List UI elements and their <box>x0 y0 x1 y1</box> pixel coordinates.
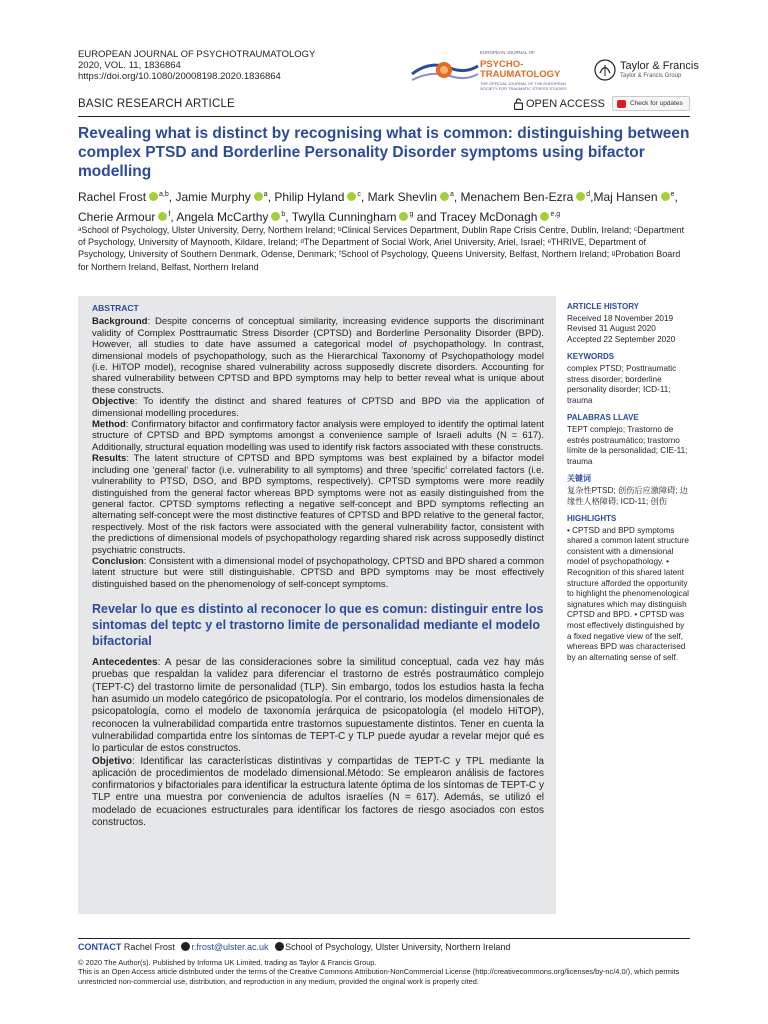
author-affiliation-mark: e,g <box>550 211 561 218</box>
publisher-logo <box>594 58 704 84</box>
abstract-paragraph <box>92 657 544 755</box>
check-updates-label: Check for updates <box>630 100 683 107</box>
history-heading: ARTICLE HISTORY <box>567 302 640 311</box>
article-title: Revealing what is distinct by recognising what is common: distinguishing between complex PTSD and Borderline Personality Disorder symptoms using bifactor modelling <box>78 125 690 180</box>
orcid-icon[interactable] <box>149 192 158 201</box>
orcid-icon[interactable] <box>254 192 263 201</box>
abstract-text: : Consistent with a dimensional model of psychopathology, CPTSD and BPD shared a common latent structure but were still distinguishable. CPTSD and BPD symptoms may be most effectively distinguished based on the phenomenology of self-concept symptoms. <box>92 555 544 590</box>
logo-title <box>480 60 560 80</box>
abstract-label: Results <box>92 453 127 465</box>
author-name: Rachel Frost <box>78 190 147 204</box>
author-affiliation-mark: e <box>670 191 675 198</box>
author-name: Menachem Ben-Ezra <box>460 190 574 204</box>
author-affiliation-mark: a <box>449 191 454 198</box>
publisher-group: Taylor & Francis Group <box>620 73 682 79</box>
chinese-keywords-list: 复杂性PTSD; 创伤后应激障碍; 边缘性人格障碍; ICD-11; 创伤 <box>567 485 688 506</box>
history-accepted: Accepted 22 September 2020 <box>567 334 676 344</box>
publisher-name: Taylor & Francis <box>620 60 699 72</box>
orcid-icon[interactable] <box>440 192 449 201</box>
orcid-icon[interactable] <box>661 192 670 201</box>
author-name: Philip Hyland <box>274 190 345 204</box>
contact-divider <box>78 938 690 939</box>
logo-small-text: EUROPEAN JOURNAL OF <box>480 50 535 55</box>
affiliations: ᵃSchool of Psychology, Ulster University, Derry, Northern Ireland; ᵇClinical Services Department, Dublin Rape Crisis Centre, Dublin, Ireland; ᶜDepartment of Psychology, University of Maynooth, Kildare, Ireland; ᵈThe Department of Social Work, Ariel University, Ariel, Israel; ᵉTHRIVE, Department of Psychology, University of Southern Denmark, Odense, Denmark; ᶠSchool of Psychology, Queens University, Belfast, Northern Ireland; ᵍProbation Board for Northern Ireland, Belfast, Northern Ireland <box>78 225 685 272</box>
author-name: Twylla Cunningham <box>291 210 397 224</box>
orcid-icon[interactable] <box>347 192 356 201</box>
author-affiliation-mark: c <box>357 191 361 198</box>
author-affiliation-mark: b <box>281 211 286 218</box>
author-affiliation-mark: a,b <box>159 191 169 198</box>
author-affiliation-mark: f <box>168 211 171 218</box>
abstract-text: : Identificar las características distintivas y compartidas de TEPT-C y TPL mediante la aplicación de procedimientos de modelado dimensional.Método: Se emplearon análisis de factores confirmatorios y bifactoriales para identificar la estructura latente óptima de los síntomas de TEPT-C y TLP entre una muestra por conveniencia de adultos israelíes (N = 617). Además, se utilizó el modelado de ecuaciones estructurales para identificar los factores de riesgo asociados con estos constructos. <box>92 755 544 829</box>
article-type: BASIC RESEARCH ARTICLE <box>78 98 235 110</box>
journal-doi[interactable]: https://doi.org/10.1080/20008198.2020.1836864 <box>78 71 281 82</box>
author-name: Mark Shevlin <box>367 190 437 204</box>
abstract-box <box>78 296 556 914</box>
abstract-paragraph <box>92 756 544 830</box>
orcid-icon[interactable] <box>540 212 549 221</box>
author-affiliation-mark: g <box>409 211 414 218</box>
keywords-heading: KEYWORDS <box>567 352 615 362</box>
abstract-paragraph <box>92 396 544 419</box>
check-updates-icon <box>617 100 626 108</box>
abstract-english <box>92 316 544 590</box>
open-access-badge <box>514 98 605 110</box>
journal-logo <box>410 50 580 90</box>
spanish-title: Revelar lo que es distinto al reconocer lo que es comun: distinguir entre los sintomas del teptc y el trastorno limite de personalidad mediante el modelo bifactorial <box>92 602 544 649</box>
abstract-text: : Despite concerns of conceptual similarity, increasing evidence supports the discriminant validity of Complex Posttraumatic Stress Disorder (CPTSD) and Borderline Personality Disorder (BPD). However, all studies to date have assumed a categorical model of psychopathology. In contrast, dimensional models of psychopathology, such as the Hierarchical Taxonomy of Psychopathology model (i.e. HiTOP model), recognise shared vulnerability across supposedly discrete disorders. Accounting for shared vulnerability between CPTSD and BPD symptoms may help to better reveal what is unique about these constructs. <box>92 316 544 396</box>
abstract-spanish <box>92 657 544 829</box>
open-lock-icon <box>514 98 523 110</box>
logo-title-line1: PSYCHO- <box>480 59 524 70</box>
license-line: This is an Open Access article distributed under the terms of the Creative Commons Attribution-NonCommercial License (http://creativecommons.org/licenses/by-nc/4.0/), which permits unrestricted non-commercial use, distribution, and reproduction in any medium, provided the original work is properly cited. <box>78 967 680 986</box>
author-name: Maj Hansen <box>593 190 658 204</box>
abstract-paragraph <box>92 556 544 590</box>
palabras-list: TEPT complejo; Trastorno de estrés postraumático; trastorno límite de la personalidad; CIE-11; trauma <box>567 424 688 466</box>
contact-label: CONTACT <box>78 942 122 952</box>
abstract-paragraph <box>92 419 544 453</box>
abstract-label: Antecedentes <box>92 657 158 669</box>
contact-address: School of Psychology, Ulster University, Northern Ireland <box>285 942 511 952</box>
journal-meta <box>78 49 315 82</box>
abstract-heading: ABSTRACT <box>92 303 139 313</box>
history-revised: Revised 31 August 2020 <box>567 324 656 334</box>
abstract-paragraph <box>92 316 544 396</box>
address-icon <box>275 942 284 951</box>
abstract-text: : Confirmatory bifactor and confirmatory factor analysis were employed to identify the optimal latent structure of CPTSD and BPD symptoms amongst a convenience sample of Israeli adults (N = 617). Additionally, structural equation modelling was used to identify risk factors associated with these constructs. <box>92 419 544 453</box>
journal-name: EUROPEAN JOURNAL OF PSYCHOTRAUMATOLOGY <box>78 49 316 60</box>
abstract-label: Conclusion <box>92 555 144 567</box>
copyright-footer <box>78 958 698 986</box>
contact-line <box>78 942 510 953</box>
author-name: Angela McCarthy <box>176 210 269 224</box>
orcid-icon[interactable] <box>158 212 167 221</box>
author-name: Cherie Armour <box>78 210 156 224</box>
contact-name: Rachel Frost <box>123 942 175 952</box>
publisher-logo-icon <box>594 58 616 82</box>
abstract-label: Background <box>92 316 148 328</box>
journal-volume: 2020, VOL. 11, 1836864 <box>78 60 181 71</box>
copyright-line: © 2020 The Author(s). Published by Informa UK Limited, trading as Taylor & Francis Group. <box>78 958 377 967</box>
logo-tagline: THE OFFICIAL JOURNAL OF THE EUROPEAN SOCIETY FOR TRAUMATIC STRESS STUDIES <box>480 81 567 91</box>
open-access-label: OPEN ACCESS <box>526 98 605 110</box>
abstract-content <box>92 303 544 829</box>
history-received: Received 18 November 2019 <box>567 313 674 323</box>
journal-logo-icon <box>410 50 480 90</box>
header-divider <box>78 116 690 117</box>
keywords-list: complex PTSD; Posttraumatic stress disorder; borderline personality disorder; ICD-11; trauma <box>567 363 677 405</box>
orcid-icon[interactable] <box>271 212 280 221</box>
chinese-keywords-heading: 关键词 <box>567 474 591 484</box>
check-updates-button[interactable] <box>612 96 690 111</box>
author-affiliation-mark: d <box>586 191 591 198</box>
abstract-paragraph <box>92 453 544 556</box>
abstract-text: : To identify the distinct and shared features of CPTSD and BPD via the application of dimensional modelling procedures. <box>92 396 544 419</box>
palabras-heading: PALABRAS LLAVE <box>567 413 639 423</box>
logo-title-line2: TRAUMATOLOGY <box>480 69 561 80</box>
author-list: Rachel Frost $^{a,b}$, Jamie Murphy $^a$, Philip Hyland $^c$, Mark Shevlin $^a$, Menachem Ben-Ezra $^d$,Maj Hansen $^e$, Cherie Armour $^f$, Angela McCarthy $^b$, Twylla Cunningham $^g$ and Tracey McDonagh $^{e,g}$ <box>78 190 678 224</box>
abstract-label: Objetivo <box>92 755 133 767</box>
highlights-list: • CPTSD and BPD symptoms shared a common latent structure consistent with a dimensional model of psychopathology. • Recognition of this shared latent structure afforded the opportunity to highlight the phenomenological signatures which may distinguish CPTSD and BPD. • CPTSD was most effectively distinguished by a fixed negative view of the self, whereas BPD was characterised by an alternating sense of self. <box>567 525 689 662</box>
abstract-text: : A pesar de las consideraciones sobre la similitud conceptual, cada vez hay más pruebas que respaldan la validez para diferenciar el trastorno de estrés postraumático complejo (TEPT-C) del trastorno limite de personalidad (TLP). Sin embargo, todos los estudios hasta la fecha han asumido un modelo categórico de psicopatología. Por el contrario, los modelos dimensionales de psicopatología, como el modelo de taxonomía jerárquica de psicopatología (el modelo HiTOP), reconocen la vulnerabilidad compartida entre trastornos supuestamente distintos. Tener en cuenta la vulnerabilidad compartida entre los síntomas de TEPT-C y TLP puede ayudar a revelar mejor qué es lo particular de estos constructos. <box>92 657 544 755</box>
author-name: Tracey McDonagh <box>439 210 538 224</box>
author-affiliation-mark: a <box>263 191 268 198</box>
highlights-heading: HIGHLIGHTS <box>567 514 617 524</box>
orcid-icon[interactable] <box>576 192 585 201</box>
author-name: Jamie Murphy <box>175 190 251 204</box>
contact-email[interactable]: r.frost@ulster.ac.uk <box>191 942 269 952</box>
abstract-label: Method <box>92 419 126 431</box>
abstract-label: Objective <box>92 396 135 408</box>
abstract-text: : The latent structure of CPTSD and BPD symptoms was best explained by a bifactor model including one ‘general’ factor (i.e. vulnerability to all symptoms) and three ‘specific’ correlated factors (i.e. vulnerability to PTSD, DSO, and BPD symptoms, respectively). CPTSD symptoms were more readily distinguished from the general factor whereas BPD symptoms were not as easily distinguished from the general factor. CPTSD symptoms reflecting a negative self-concept and BPD symptoms reflecting an alternating self-concept were the most distinctive features of CPTSD and BPD relative to the general factor, respectively. Most of the risk factors were associated with the general vulnerability factor, consistent with the predictions of dimensional models of psychopathology regarding shared risk across supposedly distinct psychiatric constructs. <box>92 453 544 556</box>
orcid-icon[interactable] <box>399 212 408 221</box>
article-sidebar <box>567 302 691 663</box>
email-icon <box>181 942 190 951</box>
